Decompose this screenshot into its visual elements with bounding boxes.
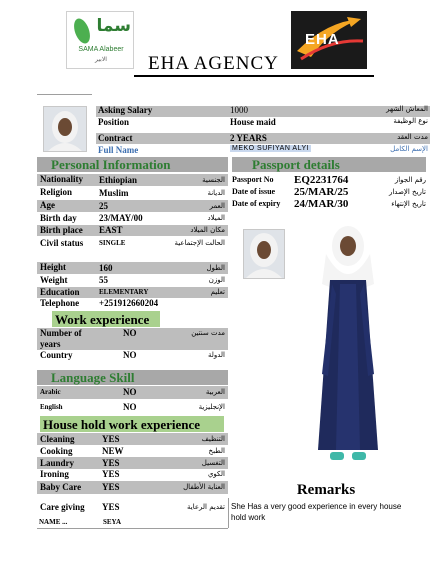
personal-2-value: Muslim (99, 188, 129, 198)
passport-3-label: Date of expiry (232, 199, 281, 208)
footer-name-value: SEYA (103, 518, 122, 526)
agency-name: EHA AGENCY (148, 53, 279, 74)
sama-logo (66, 11, 134, 69)
personal-1-row (37, 174, 228, 186)
language-2-value: NO (123, 402, 137, 412)
passport-1-row (232, 174, 426, 186)
asking-salary-label: Asking Salary (98, 105, 153, 115)
language-skill-title: Language Skill (51, 370, 135, 385)
remarks-text: She Has a very good experience in every house hold work (231, 502, 402, 522)
language-2-arabic: الإنجليزية (198, 403, 225, 411)
personal-10-label: Telephone (40, 298, 80, 308)
household-5-arabic: العناية الأطفال (183, 483, 225, 491)
work-experience-header (52, 311, 160, 327)
household-title: House hold work experience (43, 417, 201, 432)
personal-2-label: Religion (40, 187, 73, 197)
work-2-arabic: الدولة (207, 351, 225, 359)
household-3-arabic: التغسيل (201, 459, 225, 467)
personal-7-row (37, 262, 228, 274)
household-6-row (37, 501, 228, 514)
personal-1-value: Ethiopian (99, 175, 138, 185)
contract-arabic: مدت العقد (397, 133, 428, 141)
position-label: Position (98, 117, 130, 127)
remarks-divider (228, 498, 229, 528)
position-arabic: نوع الوظيفة (393, 117, 428, 125)
household-6-label: Care giving (40, 502, 85, 512)
personal-5-arabic: مكان الميلاد (190, 226, 225, 234)
footer-name-label: NAME ... (39, 518, 68, 526)
passport-1-value: EQ2231764 (294, 174, 349, 186)
personal-6-arabic: الحالت الإجتماعية (174, 239, 225, 247)
footer-rule (37, 528, 228, 529)
passport-2-arabic: تاريخ الإصدار (388, 188, 426, 196)
household-4-label: Ironing (40, 469, 69, 479)
header-rule (37, 94, 92, 95)
asking-salary-arabic: المعاش الشهر (386, 105, 428, 113)
personal-4-label: Birth day (40, 213, 77, 223)
work-2-row (37, 350, 228, 362)
personal-9-arabic: تعليم (210, 288, 225, 296)
contract-value: 2 YEARS (230, 133, 267, 143)
household-2-arabic: الطبخ (208, 447, 225, 455)
full-name-arabic: الإسم الكامل (390, 145, 428, 153)
work-2-label: Country (40, 350, 73, 360)
passport-1-label: Passport No (232, 175, 274, 184)
personal-2-arabic: الديانة (207, 189, 225, 197)
personal-8-row (37, 275, 228, 286)
personal-3-row (37, 200, 228, 212)
language-1-value: NO (123, 387, 137, 397)
personal-5-label: Birth place (40, 225, 83, 235)
personal-4-arabic: الميلاد (207, 214, 225, 222)
personal-5-row (37, 225, 228, 236)
personal-4-row (37, 213, 228, 224)
household-3-label: Laundry (40, 458, 75, 468)
full-name-value: MEKO SUFIYAN ALYI (232, 145, 310, 152)
personal-6-value: SINGLE (99, 239, 126, 247)
household-5-label: Baby Care (40, 482, 82, 492)
household-6-value: YES (102, 502, 120, 512)
household-header (40, 416, 224, 432)
personal-2-row (37, 187, 228, 199)
household-5-value: YES (102, 482, 120, 492)
personal-6-label: Civil status (40, 238, 84, 248)
work-1-arabic: مدت سنتين (191, 329, 225, 337)
personal-7-value: 160 (99, 263, 113, 273)
household-1-value: YES (102, 434, 120, 444)
personal-9-value: ELEMENTARY (99, 288, 149, 296)
work-1-row (37, 328, 228, 350)
personal-3-arabic: العمر (209, 202, 225, 210)
passport-details-title: Passport details (252, 157, 340, 172)
passport-2-row (232, 186, 426, 198)
personal-3-label: Age (40, 200, 55, 210)
personal-3-value: 25 (99, 201, 108, 211)
sama-logo-latin: SAMA Alabeer (78, 46, 124, 53)
passport-3-row (232, 198, 426, 210)
personal-8-arabic: الوزن (208, 276, 225, 284)
personal-7-label: Height (40, 262, 66, 272)
household-3-row (37, 457, 228, 469)
household-2-row (37, 445, 228, 457)
work-1-value: NO (123, 328, 137, 338)
eha-logo (291, 11, 367, 69)
passport-2-label: Date of issue (232, 187, 276, 196)
household-2-label: Cooking (40, 446, 73, 456)
passport-3-arabic: تاريخ الإنتهاء (391, 200, 426, 208)
work-experience-title: Work experience (55, 312, 150, 327)
personal-info-header (37, 157, 228, 172)
language-1-row (37, 386, 228, 399)
position-value: House maid (230, 117, 276, 127)
passport-photo-small (43, 106, 87, 152)
work-1-label: Number of years (40, 328, 82, 349)
personal-info-title: Personal Information (51, 157, 171, 172)
remarks-title: Remarks (296, 482, 356, 498)
language-1-label: Arabic (40, 388, 61, 396)
household-3-value: YES (102, 458, 120, 468)
personal-5-value: EAST (99, 225, 123, 235)
household-5-row (37, 481, 228, 494)
personal-1-label: Nationality (40, 174, 84, 184)
personal-10-value: +251912660204 (99, 298, 159, 308)
sama-logo-tag: الابير (95, 56, 107, 63)
passport-2-value: 25/MAR/25 (294, 186, 349, 198)
eha-logo-text: EHA (305, 31, 340, 48)
household-4-row (37, 469, 228, 480)
asking-salary-value: 1000 (230, 105, 248, 115)
household-1-arabic: التنظيف (201, 435, 225, 443)
household-1-row (37, 433, 228, 445)
passport-photo-medium (243, 229, 285, 279)
language-skill-header (37, 370, 228, 385)
passport-1-arabic: رقم الجواز (394, 176, 426, 184)
personal-4-value: 23/MAY/00 (99, 213, 143, 223)
work-2-value: NO (123, 350, 137, 360)
language-1-arabic: العربية (205, 388, 225, 396)
language-2-label: English (40, 403, 63, 411)
household-1-label: Cleaning (40, 434, 75, 444)
personal-6-row (37, 237, 228, 261)
household-4-value: YES (102, 469, 120, 479)
personal-1-arabic: الجنسية (202, 176, 225, 184)
household-4-arabic: الكوي (207, 470, 225, 478)
language-2-row (37, 401, 228, 414)
personal-8-label: Weight (40, 275, 68, 285)
full-name-label: Full Name (98, 145, 139, 155)
personal-7-arabic: الطول (206, 264, 225, 272)
personal-9-row (37, 287, 228, 298)
agency-underline (134, 75, 374, 77)
personal-9-label: Education (40, 287, 80, 297)
passport-details-header (232, 157, 426, 172)
passport-3-value: 24/MAR/30 (294, 198, 349, 210)
personal-10-row (37, 298, 228, 309)
full-body-photo (312, 224, 384, 472)
household-2-value: NEW (102, 446, 124, 456)
personal-8-value: 55 (99, 275, 108, 285)
contract-label: Contract (98, 133, 133, 143)
household-6-arabic: تقديم الرعاية (187, 503, 225, 511)
sama-logo-arabic: سما (96, 16, 131, 36)
